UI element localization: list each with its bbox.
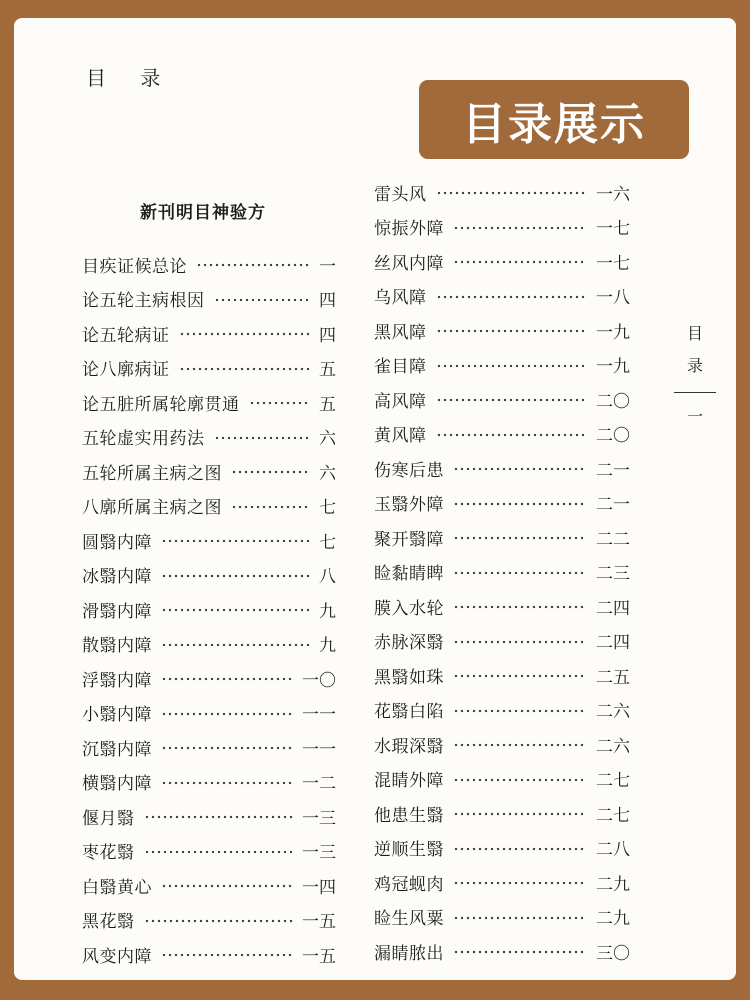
toc-entry-page: 三〇 xyxy=(596,943,630,964)
toc-entry xyxy=(374,348,630,383)
toc-entry-title: 膜入水轮 xyxy=(374,598,444,619)
toc-dot-leader xyxy=(249,401,311,405)
toc-entry xyxy=(374,279,630,314)
toc-entry-page: 二七 xyxy=(596,805,630,826)
toc-entry-title: 雷头风 xyxy=(374,184,427,205)
toc-entry-page: 七 xyxy=(319,532,336,553)
toc-entry-title: 论五轮主病根因 xyxy=(82,291,205,312)
toc-dot-leader xyxy=(436,433,588,437)
toc-entry-page: 二一 xyxy=(596,460,630,481)
toc-entry-page: 八 xyxy=(319,567,336,588)
toc-entry-title: 黑翳如珠 xyxy=(374,667,444,688)
side-label-bottom: 录 xyxy=(686,356,703,375)
toc-dot-leader xyxy=(161,677,293,681)
toc-entry xyxy=(82,661,336,696)
toc-entry-title: 论八廓病证 xyxy=(82,360,170,381)
toc-entry-page: 二九 xyxy=(596,874,630,895)
toc-dot-leader xyxy=(453,709,587,713)
toc-entry-page: 一〇 xyxy=(302,670,336,691)
toc-entry xyxy=(374,762,630,797)
toc-entry-title: 风变内障 xyxy=(82,946,152,967)
toc-entry xyxy=(82,282,336,317)
toc-entry-page: 二二 xyxy=(596,529,630,550)
toc-entry-page: 二六 xyxy=(596,702,630,723)
toc-entry xyxy=(82,765,336,800)
toc-entry-title: 沉翳内障 xyxy=(82,739,152,760)
toc-dot-leader xyxy=(161,746,293,750)
toc-entry xyxy=(374,210,630,245)
toc-entry xyxy=(82,592,336,627)
toc-dot-leader xyxy=(453,674,587,678)
toc-entry-title: 逆顺生翳 xyxy=(374,840,444,861)
toc-dot-leader xyxy=(214,298,311,302)
toc-dot-leader xyxy=(161,712,293,716)
toc-entry xyxy=(82,523,336,558)
toc-entry-page: 一七 xyxy=(596,219,630,240)
toc-entry xyxy=(374,865,630,900)
toc-dot-leader xyxy=(179,332,311,336)
toc-entry-title: 小翳内障 xyxy=(82,705,152,726)
toc-entry-title: 高风障 xyxy=(374,391,427,412)
toc-dot-leader xyxy=(453,812,587,816)
toc-entry-title: 横翳内障 xyxy=(82,774,152,795)
toc-dot-leader xyxy=(453,502,587,506)
toc-entry-page: 一 xyxy=(319,256,336,277)
toc-entry xyxy=(374,934,630,969)
toc-dot-leader xyxy=(161,539,310,543)
toc-dot-leader xyxy=(453,950,587,954)
toc-dot-leader xyxy=(453,226,587,230)
toc-entry xyxy=(374,900,630,935)
toc-entry-page: 一九 xyxy=(596,357,630,378)
toc-entry-page: 一九 xyxy=(596,322,630,343)
toc-entry-page: 一六 xyxy=(596,184,630,205)
toc-entry xyxy=(374,727,630,762)
toc-entry xyxy=(82,385,336,420)
toc-entry-title: 玉翳外障 xyxy=(374,495,444,516)
toc-entry xyxy=(82,730,336,765)
toc-entry-title: 散翳内障 xyxy=(82,636,152,657)
toc-dot-leader xyxy=(453,847,587,851)
toc-dot-leader xyxy=(161,781,293,785)
toc-entry-title: 雀目障 xyxy=(374,357,427,378)
side-page-number: 一 xyxy=(686,407,703,426)
toc-dot-leader xyxy=(453,260,587,264)
toc-entry xyxy=(374,658,630,693)
banner xyxy=(419,80,689,159)
toc-entry-page: 二八 xyxy=(596,840,630,861)
toc-entry-page: 四 xyxy=(319,291,336,312)
toc-dot-leader xyxy=(436,329,588,333)
toc-entry-title: 睑黏睛睥 xyxy=(374,564,444,585)
toc-entry-title: 论五轮病证 xyxy=(82,325,170,346)
toc-dot-leader xyxy=(144,815,294,819)
toc-entry-title: 白翳黄心 xyxy=(82,877,152,898)
toc-entry-title: 滑翳内障 xyxy=(82,601,152,622)
section-title: 新刊明目神验方 xyxy=(140,203,266,223)
toc-dot-leader xyxy=(161,884,293,888)
toc-entry-page: 一二 xyxy=(302,774,336,795)
toc-entry xyxy=(374,796,630,831)
toc-dot-leader xyxy=(161,608,310,612)
toc-dot-leader xyxy=(453,467,587,471)
toc-entry-title: 伤寒后患 xyxy=(374,460,444,481)
toc-entry-page: 四 xyxy=(319,325,336,346)
toc-entry xyxy=(374,831,630,866)
toc-dot-leader xyxy=(436,295,588,299)
toc-entry-page: 九 xyxy=(319,636,336,657)
toc-entry-title: 偃月翳 xyxy=(82,808,135,829)
toc-dot-leader xyxy=(453,881,587,885)
toc-entry-page: 一一 xyxy=(302,739,336,760)
toc-entry xyxy=(82,868,336,903)
toc-dot-leader xyxy=(453,571,587,575)
toc-entry-title: 睑生风粟 xyxy=(374,909,444,930)
toc-entry xyxy=(82,627,336,662)
toc-dot-leader xyxy=(179,367,311,371)
toc-entry-title: 冰翳内障 xyxy=(82,567,152,588)
toc-entry xyxy=(374,693,630,728)
toc-entry xyxy=(82,799,336,834)
toc-entry-title: 八廓所属主病之图 xyxy=(82,498,222,519)
toc-dot-leader xyxy=(453,778,587,782)
toc-dot-leader xyxy=(453,605,587,609)
toc-entry-page: 一四 xyxy=(302,877,336,898)
toc-entry-title: 黄风障 xyxy=(374,426,427,447)
toc-dot-leader xyxy=(436,364,588,368)
toc-entry-page: 六 xyxy=(319,429,336,450)
toc-entry-title: 目疾证候总论 xyxy=(82,256,187,277)
toc-entry-title: 黑风障 xyxy=(374,322,427,343)
toc-entry xyxy=(82,834,336,869)
toc-dot-leader xyxy=(436,398,588,402)
toc-entry-page: 二〇 xyxy=(596,391,630,412)
toc-entry-page: 二九 xyxy=(596,909,630,930)
toc-entry-page: 二一 xyxy=(596,495,630,516)
toc-dot-leader xyxy=(161,953,293,957)
toc-entry xyxy=(374,417,630,452)
toc-entry-title: 漏睛脓出 xyxy=(374,943,444,964)
toc-entry-page: 一三 xyxy=(302,843,336,864)
toc-entry-page: 六 xyxy=(319,463,336,484)
toc-entry-title: 他患生翳 xyxy=(374,805,444,826)
toc-entry-page: 一一 xyxy=(302,705,336,726)
toc-dot-leader xyxy=(214,436,311,440)
toc-entry-page: 二四 xyxy=(596,633,630,654)
toc-entry-page: 一五 xyxy=(302,912,336,933)
toc-entry-title: 聚开翳障 xyxy=(374,529,444,550)
toc-dot-leader xyxy=(436,191,588,195)
toc-entry-title: 水瑕深翳 xyxy=(374,736,444,757)
toc-entry xyxy=(374,520,630,555)
toc-right-column xyxy=(374,175,630,969)
toc-entry xyxy=(374,451,630,486)
toc-entry xyxy=(374,555,630,590)
book-page xyxy=(14,18,736,980)
toc-entry-title: 丝风内障 xyxy=(374,253,444,274)
page-heading: 目 录 xyxy=(86,66,175,90)
toc-entry xyxy=(374,589,630,624)
toc-entry-page: 五 xyxy=(319,394,336,415)
toc-entry-title: 混睛外障 xyxy=(374,771,444,792)
toc-left-column xyxy=(82,247,336,972)
toc-entry xyxy=(82,351,336,386)
toc-entry-title: 花翳白陷 xyxy=(374,702,444,723)
toc-entry xyxy=(82,454,336,489)
toc-entry xyxy=(82,937,336,972)
toc-entry-page: 二六 xyxy=(596,736,630,757)
toc-entry-page: 一五 xyxy=(302,946,336,967)
toc-entry xyxy=(82,696,336,731)
side-running-head xyxy=(672,318,718,433)
toc-dot-leader xyxy=(453,743,587,747)
toc-entry xyxy=(374,486,630,521)
toc-entry xyxy=(374,175,630,210)
toc-entry-page: 九 xyxy=(319,601,336,622)
toc-entry-title: 赤脉深翳 xyxy=(374,633,444,654)
toc-entry-page: 二三 xyxy=(596,564,630,585)
toc-dot-leader xyxy=(161,574,310,578)
toc-entry-title: 五轮虚实用药法 xyxy=(82,429,205,450)
toc-entry-page: 七 xyxy=(319,498,336,519)
toc-entry xyxy=(374,624,630,659)
toc-entry-page: 二〇 xyxy=(596,426,630,447)
toc-entry-title: 惊振外障 xyxy=(374,219,444,240)
toc-entry-title: 圆翳内障 xyxy=(82,532,152,553)
toc-entry-page: 二七 xyxy=(596,771,630,792)
toc-entry-title: 五轮所属主病之图 xyxy=(82,463,222,484)
toc-entry xyxy=(374,244,630,279)
toc-entry-page: 二五 xyxy=(596,667,630,688)
toc-dot-leader xyxy=(231,505,310,509)
side-divider xyxy=(674,392,716,393)
toc-entry xyxy=(374,382,630,417)
toc-entry xyxy=(82,420,336,455)
toc-dot-leader xyxy=(231,470,310,474)
toc-entry xyxy=(82,316,336,351)
toc-entry xyxy=(82,247,336,282)
toc-entry-page: 一八 xyxy=(596,288,630,309)
banner-text: 目录展示 xyxy=(462,98,646,150)
toc-entry xyxy=(374,313,630,348)
toc-entry-title: 鸡冠蚬肉 xyxy=(374,874,444,895)
toc-entry-page: 二四 xyxy=(596,598,630,619)
toc-entry-title: 浮翳内障 xyxy=(82,670,152,691)
toc-dot-leader xyxy=(453,640,587,644)
toc-entry-title: 乌风障 xyxy=(374,288,427,309)
toc-entry xyxy=(82,489,336,524)
toc-entry-page: 五 xyxy=(319,360,336,381)
side-label-top: 目 xyxy=(686,324,703,343)
toc-entry xyxy=(82,903,336,938)
toc-dot-leader xyxy=(144,919,294,923)
toc-entry-page: 一七 xyxy=(596,253,630,274)
toc-entry-title: 枣花翳 xyxy=(82,843,135,864)
toc-entry-title: 论五脏所属轮廓贯通 xyxy=(82,394,240,415)
toc-entry-title: 黑花翳 xyxy=(82,912,135,933)
toc-dot-leader xyxy=(161,643,310,647)
toc-entry-page: 一三 xyxy=(302,808,336,829)
toc-dot-leader xyxy=(196,263,310,267)
toc-entry xyxy=(82,558,336,593)
toc-dot-leader xyxy=(453,916,587,920)
toc-dot-leader xyxy=(453,536,587,540)
toc-dot-leader xyxy=(144,850,294,854)
